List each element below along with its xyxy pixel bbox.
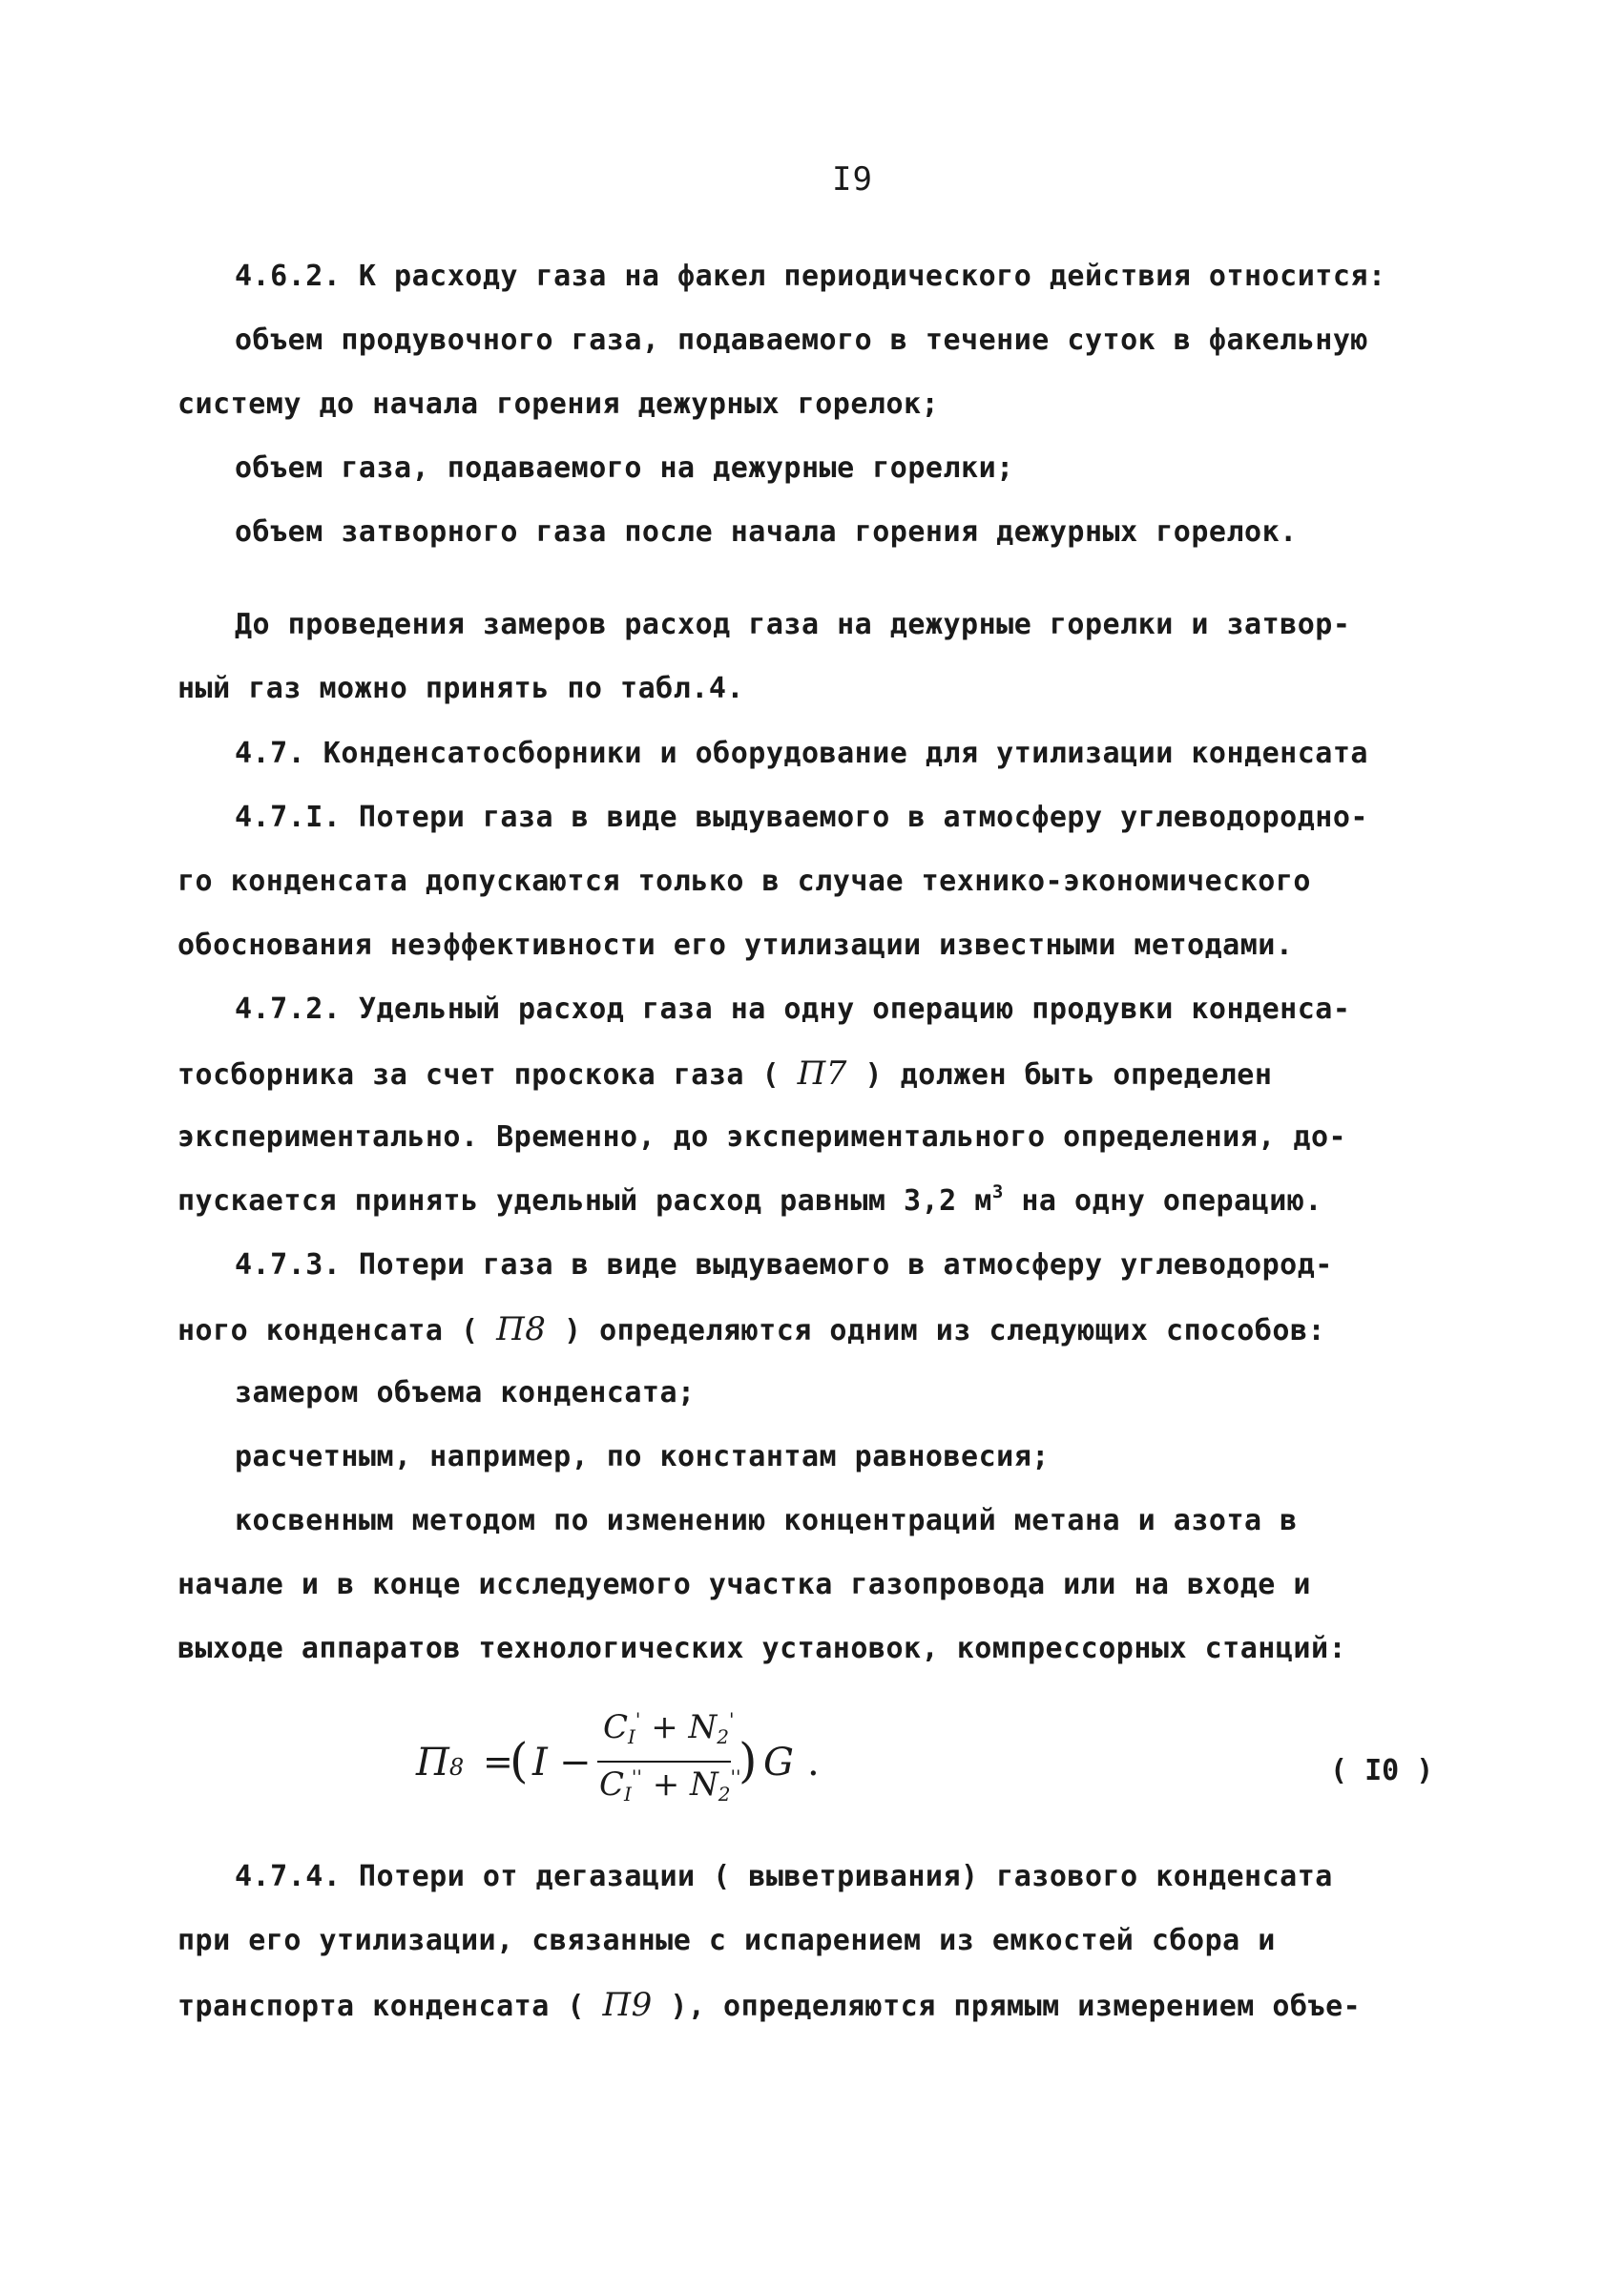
formula-lhs: П8 — [416, 1741, 465, 1785]
paragraph-line: объем газа, подаваемого на дежурные горелки; — [235, 451, 1014, 485]
text-run: пускается принять удельный расход равным 3,2 м — [177, 1184, 992, 1218]
paragraph-line — [177, 1311, 1325, 1349]
paragraph-line — [177, 1987, 1361, 2025]
text-run: транспорта конденсата ( — [177, 1990, 603, 2023]
section-heading: 4.7. Конденсатосборники и оборудование для утилизации конденсата — [235, 737, 1368, 770]
paragraph-line — [177, 1055, 1272, 1094]
symbol-p8: П8 — [496, 1310, 547, 1348]
paragraph-line: го конденсата допускаются только в случае технико-экономического — [177, 865, 1311, 898]
paragraph-line: косвенным методом по изменению концентраций метана и азота в — [235, 1504, 1298, 1537]
paragraph-line: 4.7.I. Потери газа в виде выдуваемого в атмосферу углеводородно- — [235, 801, 1368, 834]
paragraph-line: 4.7.3. Потери газа в виде выдуваемого в атмосферу углеводород- — [235, 1248, 1333, 1282]
paragraph-line: ный газ можно принять по табл.4. — [177, 672, 744, 705]
formula-numerator: CI' + N2' — [603, 1708, 735, 1748]
paragraph-line: экспериментально. Временно, до экспериментального определения, до- — [177, 1120, 1347, 1154]
formula-close-paren: ) — [739, 1733, 758, 1788]
paragraph-line: 4.7.2. Удельный расход газа на одну операцию продувки конденса- — [235, 992, 1351, 1026]
text-run: ного конденсата ( — [177, 1314, 497, 1347]
paragraph-line: систему до начала горения дежурных горелок; — [177, 387, 940, 421]
paragraph-line: замером объема конденсата; — [235, 1376, 696, 1409]
formula-g: G — [763, 1741, 794, 1785]
paragraph-line: обоснования неэффективности его утилизации известными методами. — [177, 929, 1294, 962]
paragraph-line: начале и в конце исследуемого участка газопровода или на входе и — [177, 1568, 1311, 1601]
formula-minus: − — [559, 1741, 592, 1785]
symbol-p7: П7 — [797, 1054, 847, 1093]
paragraph-line: расчетным, например, по константам равновесия; — [235, 1440, 1050, 1473]
formula-equals: = — [483, 1741, 513, 1783]
symbol-p9: П9 — [602, 1986, 653, 2024]
paragraph-line: 4.6.2. К расходу газа на факел периодического действия относится: — [235, 260, 1386, 293]
paragraph-line: выходе аппаратов технологических установок, компрессорных станций: — [177, 1632, 1347, 1665]
text-run: ) определяются одним из следующих способов: — [546, 1314, 1326, 1347]
paragraph-line: объем продувочного газа, подаваемого в течение суток в факельную — [235, 324, 1368, 357]
formula-10 — [416, 1708, 912, 1813]
formula-fraction-bar — [597, 1761, 731, 1763]
paragraph-line: при его утилизации, связанные с испарением из емкостей сбора и — [177, 1924, 1276, 1957]
text-run: тосборника за счет проскока газа ( — [177, 1058, 798, 1092]
page-number: I9 — [832, 160, 873, 198]
superscript: 3 — [991, 1181, 1004, 1202]
paragraph-line: До проведения замеров расход газа на дежурные горелки и затвор- — [235, 608, 1351, 641]
text-run: ) должен быть определен — [846, 1058, 1273, 1092]
formula-denominator: CI'' + N2'' — [599, 1765, 741, 1806]
equation-number: ( I0 ) — [1330, 1754, 1434, 1787]
text-run: на одну операцию. — [1003, 1184, 1322, 1218]
formula-one: I — [532, 1741, 548, 1785]
paragraph-line: объем затворного газа после начала горения дежурных горелок. — [235, 515, 1298, 549]
text-run: ), определяются прямым измерением объе- — [652, 1990, 1362, 2023]
formula-dot: . — [807, 1741, 820, 1785]
paragraph-line: 4.7.4. Потери от дегазации ( выветривания) газового конденсата — [235, 1860, 1333, 1893]
formula-open-paren: ( — [510, 1733, 529, 1788]
paragraph-line — [177, 1183, 1322, 1222]
